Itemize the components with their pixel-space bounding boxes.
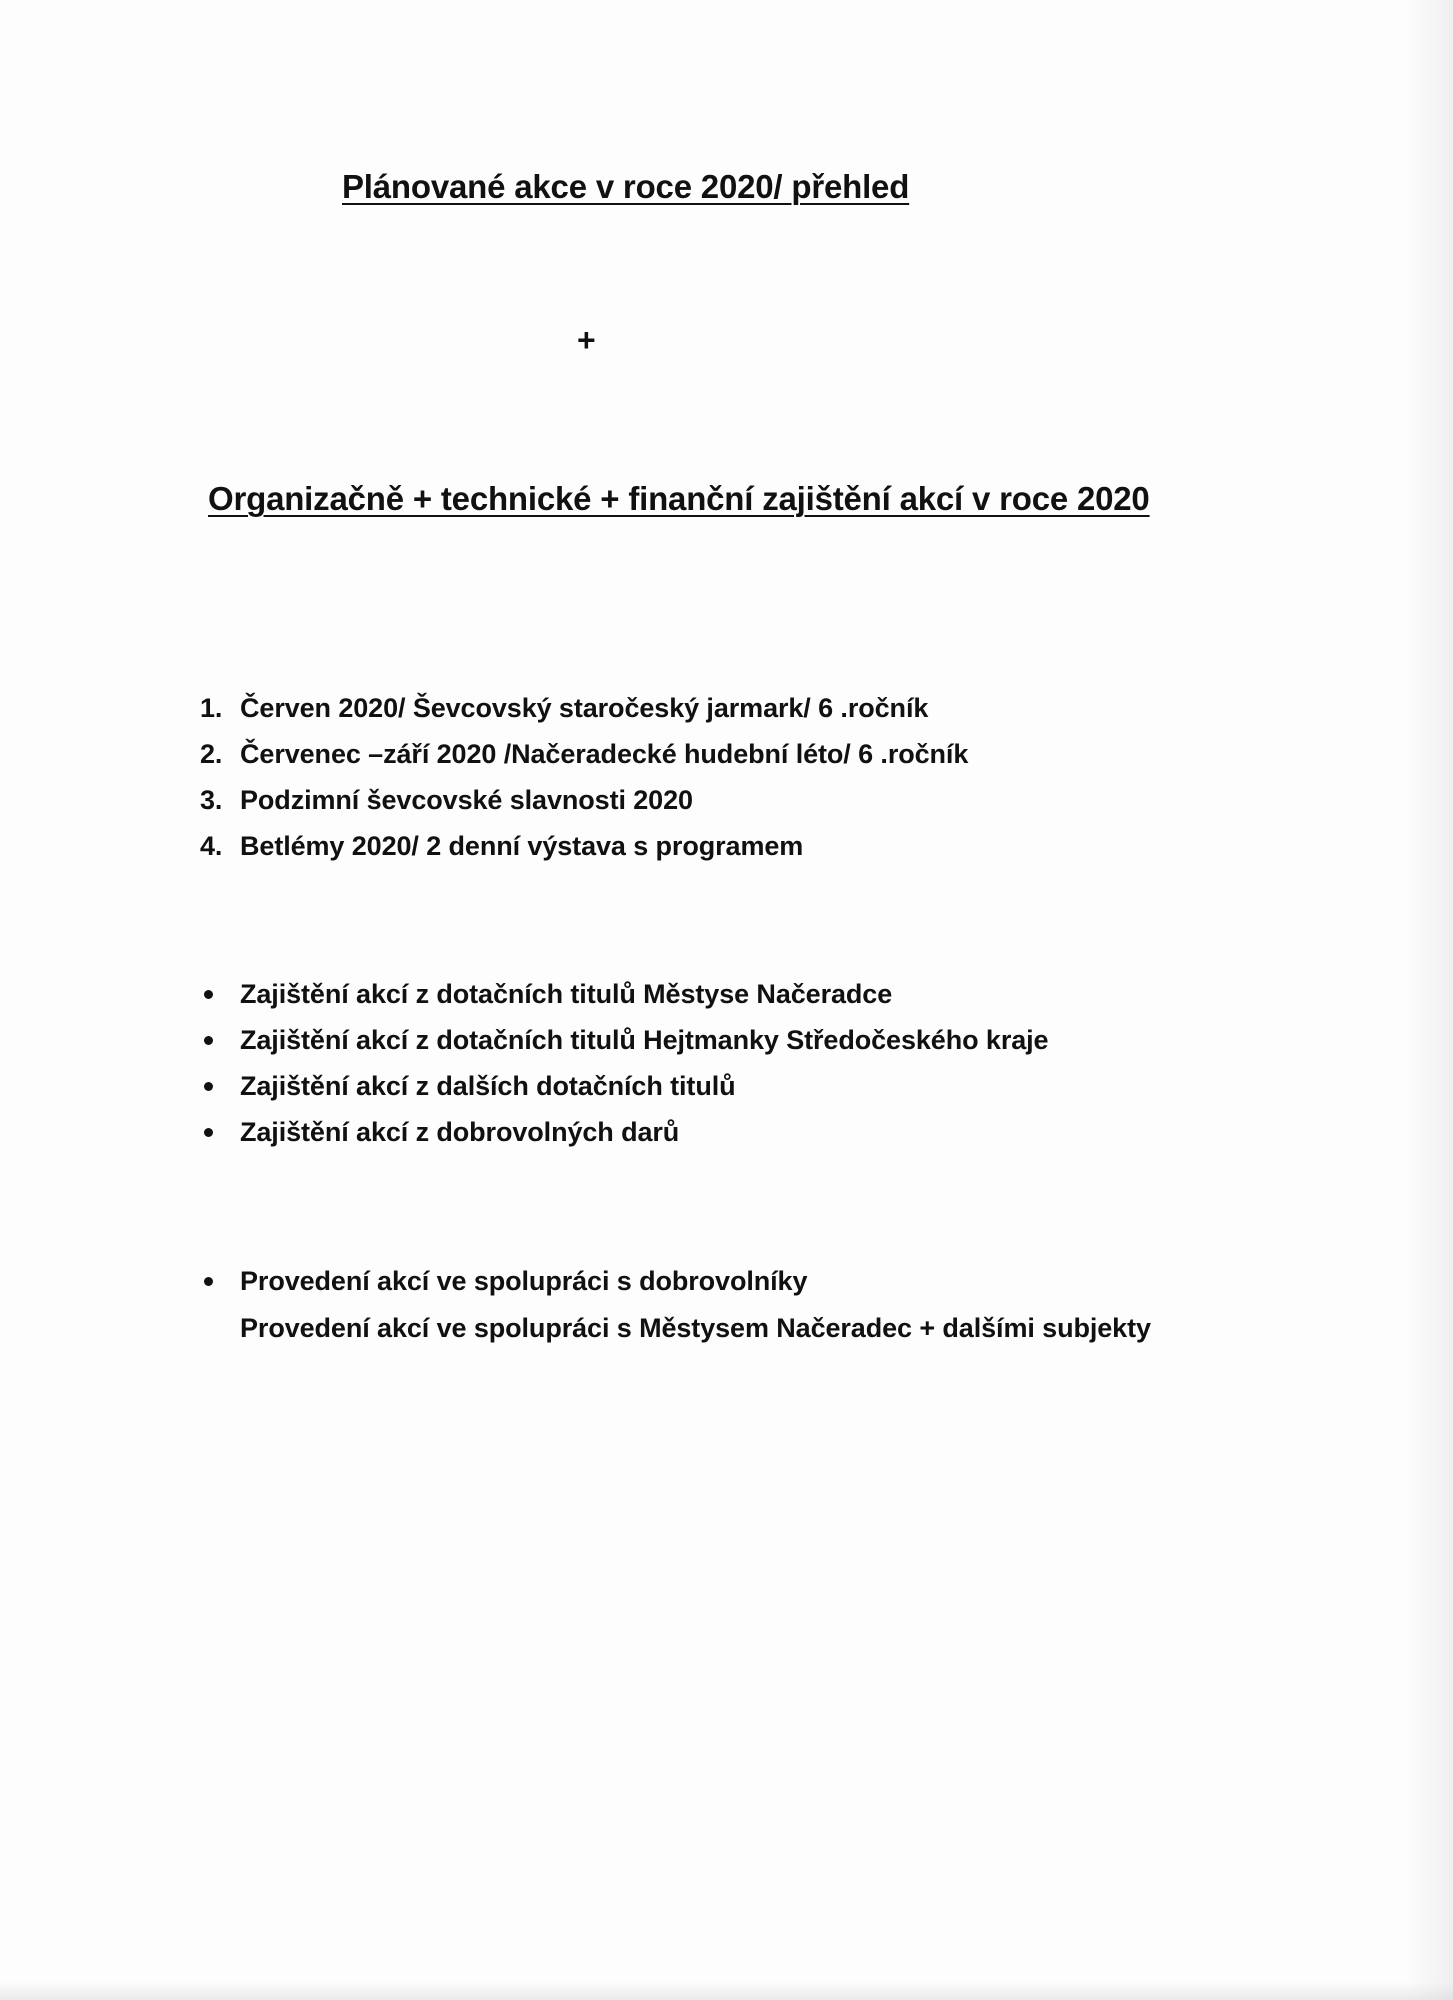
list-item-text: Betlémy 2020/ 2 denní výstava s programem	[240, 831, 804, 861]
list-item	[200, 777, 968, 823]
list-number: 3.	[200, 785, 223, 815]
bullet-icon	[204, 1036, 213, 1045]
list-number: 4.	[200, 831, 223, 861]
list-item-text: Červen 2020/ Ševcovský staročeský jarmark/ 6 .ročník	[240, 693, 929, 723]
list-item-text: Podzimní ševcovské slavnosti 2020	[240, 785, 693, 815]
list-item-text: Zajištění akcí z dobrovolných darů	[240, 1117, 680, 1147]
document-subtitle: Organizačně + technické + finanční zajištění akcí v roce 2020	[208, 480, 1150, 517]
list-item	[200, 823, 968, 869]
events-list	[200, 685, 969, 869]
list-item	[240, 1258, 807, 1304]
plus-sign: +	[577, 322, 596, 358]
bullet-icon	[204, 990, 213, 999]
scan-edge-shadow	[1405, 0, 1453, 2000]
list-item	[200, 731, 969, 777]
list-item	[240, 1063, 1048, 1109]
bullet-icon	[204, 1128, 213, 1137]
funding-list	[240, 971, 1048, 1155]
list-number: 2.	[200, 739, 223, 769]
bullet-icon	[204, 1277, 213, 1286]
list-item	[200, 685, 968, 731]
bullet-icon	[204, 1082, 213, 1091]
list-item-continuation: Provedení akcí ve spolupráci s Městysem Načeradec + dalšími subjekty	[240, 1313, 1151, 1343]
execution-list	[240, 1258, 807, 1304]
list-item-text: Zajištění akcí z dalších dotačních titulů	[240, 1071, 736, 1101]
scan-bottom-shadow	[0, 1982, 1453, 2000]
list-item-text: Zajištění akcí z dotačních titulů Hejtmanky Středočeského kraje	[240, 1025, 1049, 1055]
list-number: 1.	[200, 693, 223, 723]
list-item	[240, 971, 1048, 1017]
list-item-text: Zajištění akcí z dotačních titulů Městyse Načeradce	[240, 979, 893, 1009]
list-item-text: Provedení akcí ve spolupráci s dobrovolníky	[240, 1266, 808, 1296]
list-item	[240, 1109, 1048, 1155]
document-title: Plánované akce v roce 2020/ přehled	[342, 168, 910, 205]
list-item-text: Červenec –září 2020 /Načeradecké hudební léto/ 6 .ročník	[240, 739, 969, 769]
list-item	[240, 1017, 1048, 1063]
